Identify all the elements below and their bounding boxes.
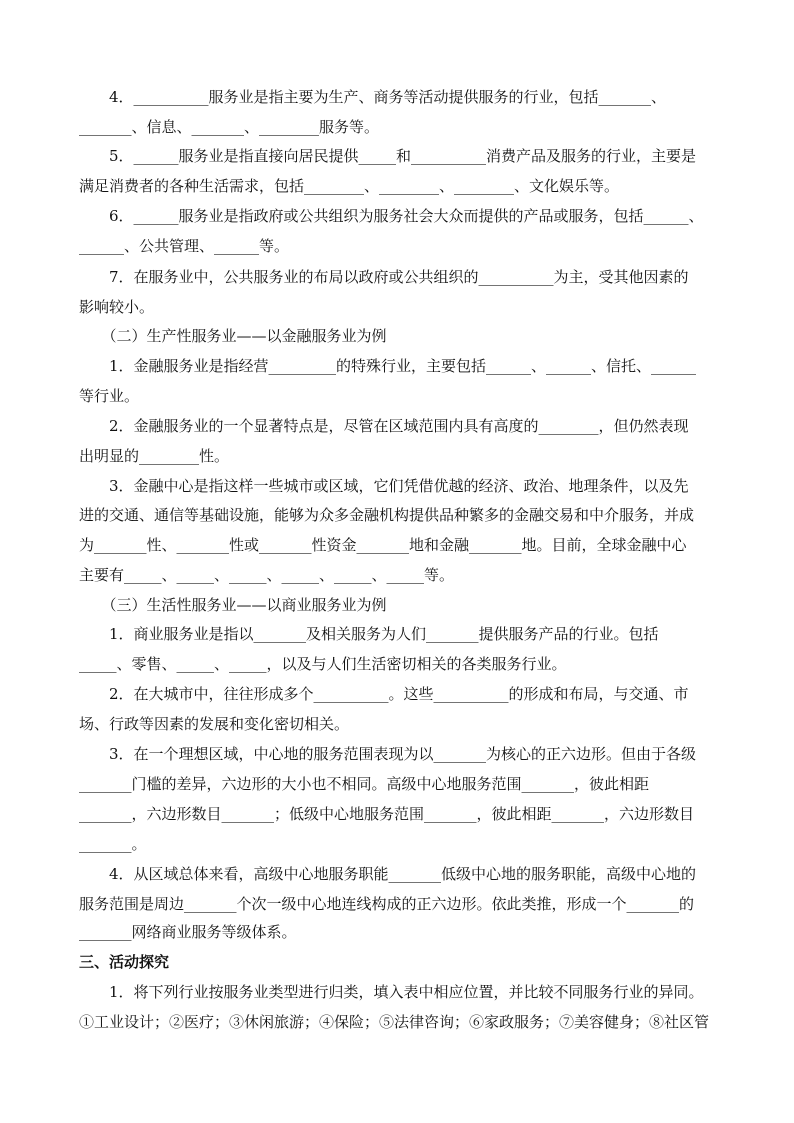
text-line: 2．金融服务业的一个显著特点是，尽管在区域范围内具有高度的________，但仍然表现 [79, 417, 689, 435]
text-line: 1．金融服务业是指经营_________的特殊行业，主要包括______、______、信托、______ [79, 357, 697, 375]
text-line: _______。 [79, 835, 147, 853]
text-line: 1．商业服务业是指以_______及相关服务为人们_______提供服务产品的行业。包括 [79, 625, 659, 643]
text-line: （三）生活性服务业——以商业服务业为例 [79, 596, 387, 614]
text-line: 4．从区域总体来看，高级中心地服务职能_______低级中心地的服务职能，高级中心地的 [79, 865, 697, 883]
text-line: 6．______服务业是指政府或公共组织为服务社会大众而提供的产品或服务，包括______、 [79, 207, 704, 225]
text-line: 出明显的________性。 [79, 447, 230, 465]
text-line: 等行业。 [79, 387, 140, 405]
text-line: 影响较小。 [79, 298, 155, 316]
text-line: _______、信息、_______、________服务等。 [79, 118, 380, 136]
text-line: 场、行政等因素的发展和变化密切相关。 [79, 715, 350, 733]
text-line: 进的交通、通信等基础设施，能够为众多金融机构提供品种繁多的金融交易和中介服务，并成 [79, 506, 695, 524]
text-line: _______，六边形数目_______；低级中心地服务范围_______，彼此相距_______，六边形数目 [79, 805, 695, 823]
text-line: （二）生产性服务业——以金融服务业为例 [79, 327, 387, 345]
text-line: 3．在一个理想区域，中心地的服务范围表现为以_______为核心的正六边形。但由于各级 [79, 745, 697, 763]
text-line: _______网络商业服务等级体系。 [79, 923, 297, 941]
text-line: 7．在服务业中，公共服务业的布局以政府或公共组织的__________为主，受其他因素的 [79, 268, 689, 286]
text-line: 满足消费者的各种生活需求，包括________、________、________、文化娱乐等。 [79, 177, 620, 195]
text-line: ①工业设计；②医疗；③休闲旅游；④保险；⑤法律咨询；⑥家政服务；⑦美容健身；⑧社区管 [79, 1013, 710, 1031]
text-line: _______门槛的差异，六边形的大小也不相同。高级中心地服务范围_______，彼此相距 [79, 775, 650, 793]
text-line: 1．将下列行业按服务业类型进行归类，填入表中相应位置，并比较不同服务行业的异同。 [79, 983, 704, 1001]
text-line: 2．在大城市中，往往形成多个__________。这些__________的形成和布局，与交通、市 [79, 685, 689, 703]
text-line: 5．______服务业是指直接向居民提供_____和__________消费产品及服务的行业，主要是 [79, 147, 697, 165]
text-line: ______、公共管理、______等。 [79, 237, 290, 255]
text-line: 4．__________服务业是指主要为生产、商务等活动提供服务的行业，包括_______、 [79, 88, 667, 106]
text-line: 服务范围是周边_______个次一级中心地连线构成的正六边形。依此类推，形成一个_______的 [79, 895, 695, 913]
text-line: 为_______性、_______性或_______性资金_______地和金融_______地。目前，全球金融中心 [79, 536, 687, 554]
text-line: 主要有_____、_____、_____、_____、_____、_____等。 [79, 566, 455, 584]
text-line: _____、零售、_____、_____，以及与人们生活密切相关的各类服务行业。 [79, 655, 567, 673]
section-heading: 三、活动探究 [79, 953, 170, 971]
text-line: 3．金融中心是指这样一些城市或区域，它们凭借优越的经济、政治、地理条件，以及先 [79, 477, 689, 495]
